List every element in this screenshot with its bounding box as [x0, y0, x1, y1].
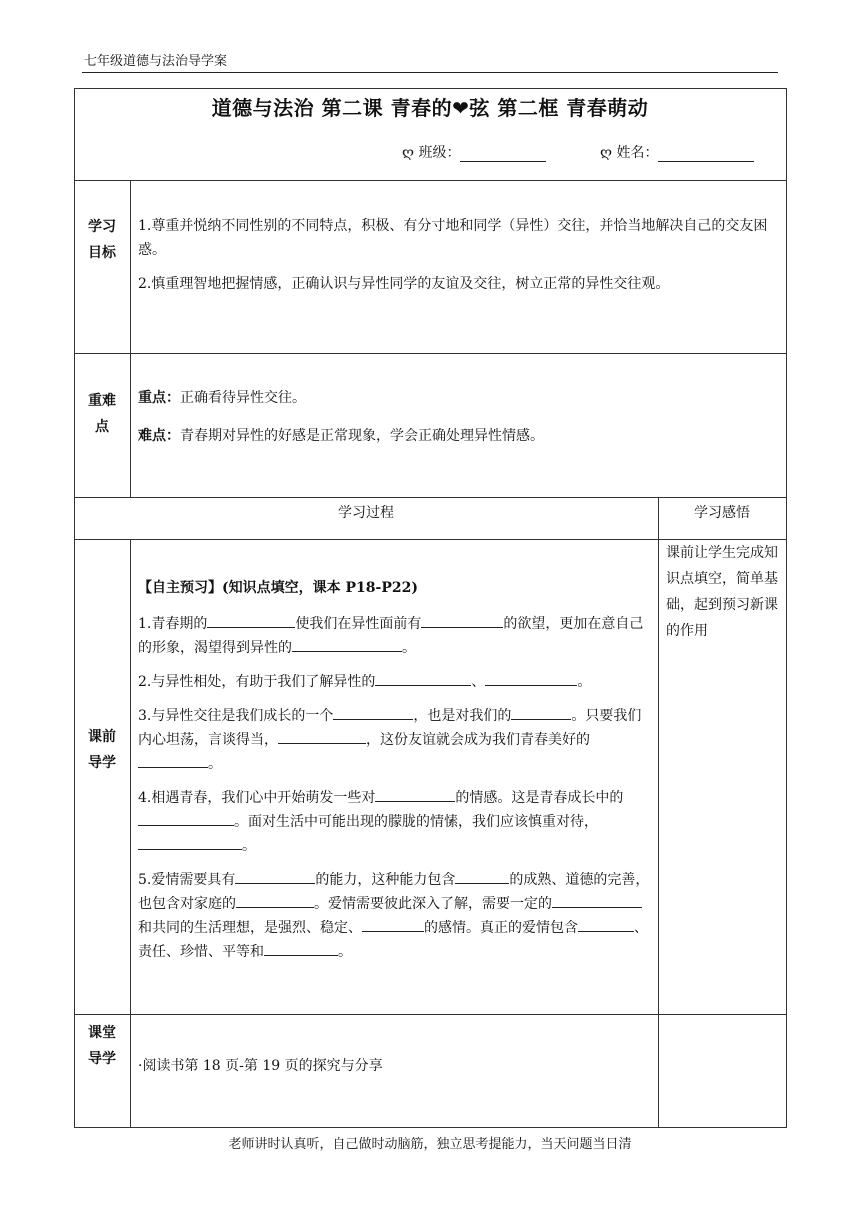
- class-field: [402, 142, 546, 162]
- question-4: 4.相遇青春，我们心中开始萌发一些对 的情感。这是青春成长中的。面对生活中可能出现的朦胧的情愫，我们应该慎重对待，。: [138, 786, 652, 858]
- preview-heading: 【自主预习】: [138, 580, 222, 596]
- class-label: 班级：: [418, 145, 461, 161]
- blank[interactable]: [292, 637, 402, 652]
- document-footer: 老师讲时认真听，自己做时动脑筋，独立思考提能力，当天问题当日清: [228, 1137, 632, 1152]
- goal-item: 2.慎重理智地把握情感，正确认识与异性同学的友谊及交往，树立正常的异性交往观。: [138, 276, 670, 292]
- blank[interactable]: [375, 787, 455, 802]
- blank[interactable]: [362, 917, 424, 932]
- goals-content: [138, 214, 782, 306]
- keypoints-content: [138, 386, 782, 458]
- question-2: 2.与异性相处，有助于我们了解异性的 、 。: [138, 670, 652, 694]
- blank[interactable]: [236, 893, 314, 908]
- preview-label: 课前 导学: [88, 729, 116, 771]
- blank[interactable]: [578, 917, 634, 932]
- blank[interactable]: [138, 835, 242, 850]
- blank[interactable]: [552, 893, 642, 908]
- name-field: [600, 142, 754, 162]
- classroom-content: ·阅读书第 18 页-第 19 页的探究与分享: [138, 1058, 383, 1074]
- name-label: 姓名：: [616, 145, 659, 161]
- goal-item: 1.尊重并悦纳不同性别的不同特点，积极、有分寸地和同学（异性）交往，并恰当地解决自己的交友困惑。: [138, 218, 768, 258]
- preview-content: [138, 576, 652, 974]
- blank[interactable]: [207, 613, 295, 628]
- key-text: 正确看待异性交往。: [180, 390, 306, 406]
- key-label: 重点：: [138, 390, 180, 406]
- question-5: 5.爱情需要具有 的能力，这种能力包含 的成熟、道德的完善，也包含对家庭的 。爱情需要彼此深入了解，需要一定的和共同的生活理想，是强烈、稳定、 的感情。真正的爱情包含 、责任、珍惜、平等和 。: [138, 868, 652, 964]
- document-header: 七年级道德与法治导学案: [84, 54, 228, 69]
- keypoints-label: 重难 点: [88, 393, 116, 435]
- blank[interactable]: [455, 869, 509, 884]
- heart-icon: ❤: [452, 96, 470, 120]
- blank[interactable]: [485, 671, 577, 686]
- preview-heading-note: (知识点填空，课本 P18-P22): [222, 580, 418, 596]
- page-title: 道德与法治 第二课 青春的❤弦 第二框 青春萌动: [211, 96, 649, 120]
- blank[interactable]: [138, 811, 234, 826]
- goals-label: 学习 目标: [88, 219, 116, 261]
- name-icon: ღ: [600, 145, 613, 161]
- process-header: 学习过程: [338, 505, 394, 521]
- difficult-text: 青春期对异性的好感是正常现象，学会正确处理异性情感。: [180, 428, 544, 444]
- blank[interactable]: [264, 941, 338, 956]
- reflection-header: 学习感悟: [694, 505, 750, 521]
- blank[interactable]: [138, 753, 208, 768]
- blank[interactable]: [375, 671, 471, 686]
- blank[interactable]: [278, 729, 366, 744]
- question-3: 3.与异性交往是我们成长的一个 ，也是对我们的 。只要我们内心坦荡，言谈得当， ，这份友谊就会成为我们青春美好的。: [138, 704, 652, 776]
- blank[interactable]: [511, 705, 571, 720]
- difficult-label: 难点：: [138, 428, 180, 444]
- name-blank[interactable]: [658, 147, 754, 162]
- question-1: 1.青春期的 使我们在异性面前有 的欲望，更加在意自己的形象，渴望得到异性的 。: [138, 612, 652, 660]
- class-blank[interactable]: [460, 147, 546, 162]
- blank[interactable]: [333, 705, 413, 720]
- blank[interactable]: [235, 869, 315, 884]
- classroom-label: 课堂 导学: [88, 1025, 116, 1067]
- header-rule: [82, 72, 778, 73]
- class-icon: ღ: [402, 145, 415, 161]
- reflection-note: 课前让学生完成知识点填空，简单基础，起到预习新课的作用: [666, 545, 778, 639]
- blank[interactable]: [421, 613, 503, 628]
